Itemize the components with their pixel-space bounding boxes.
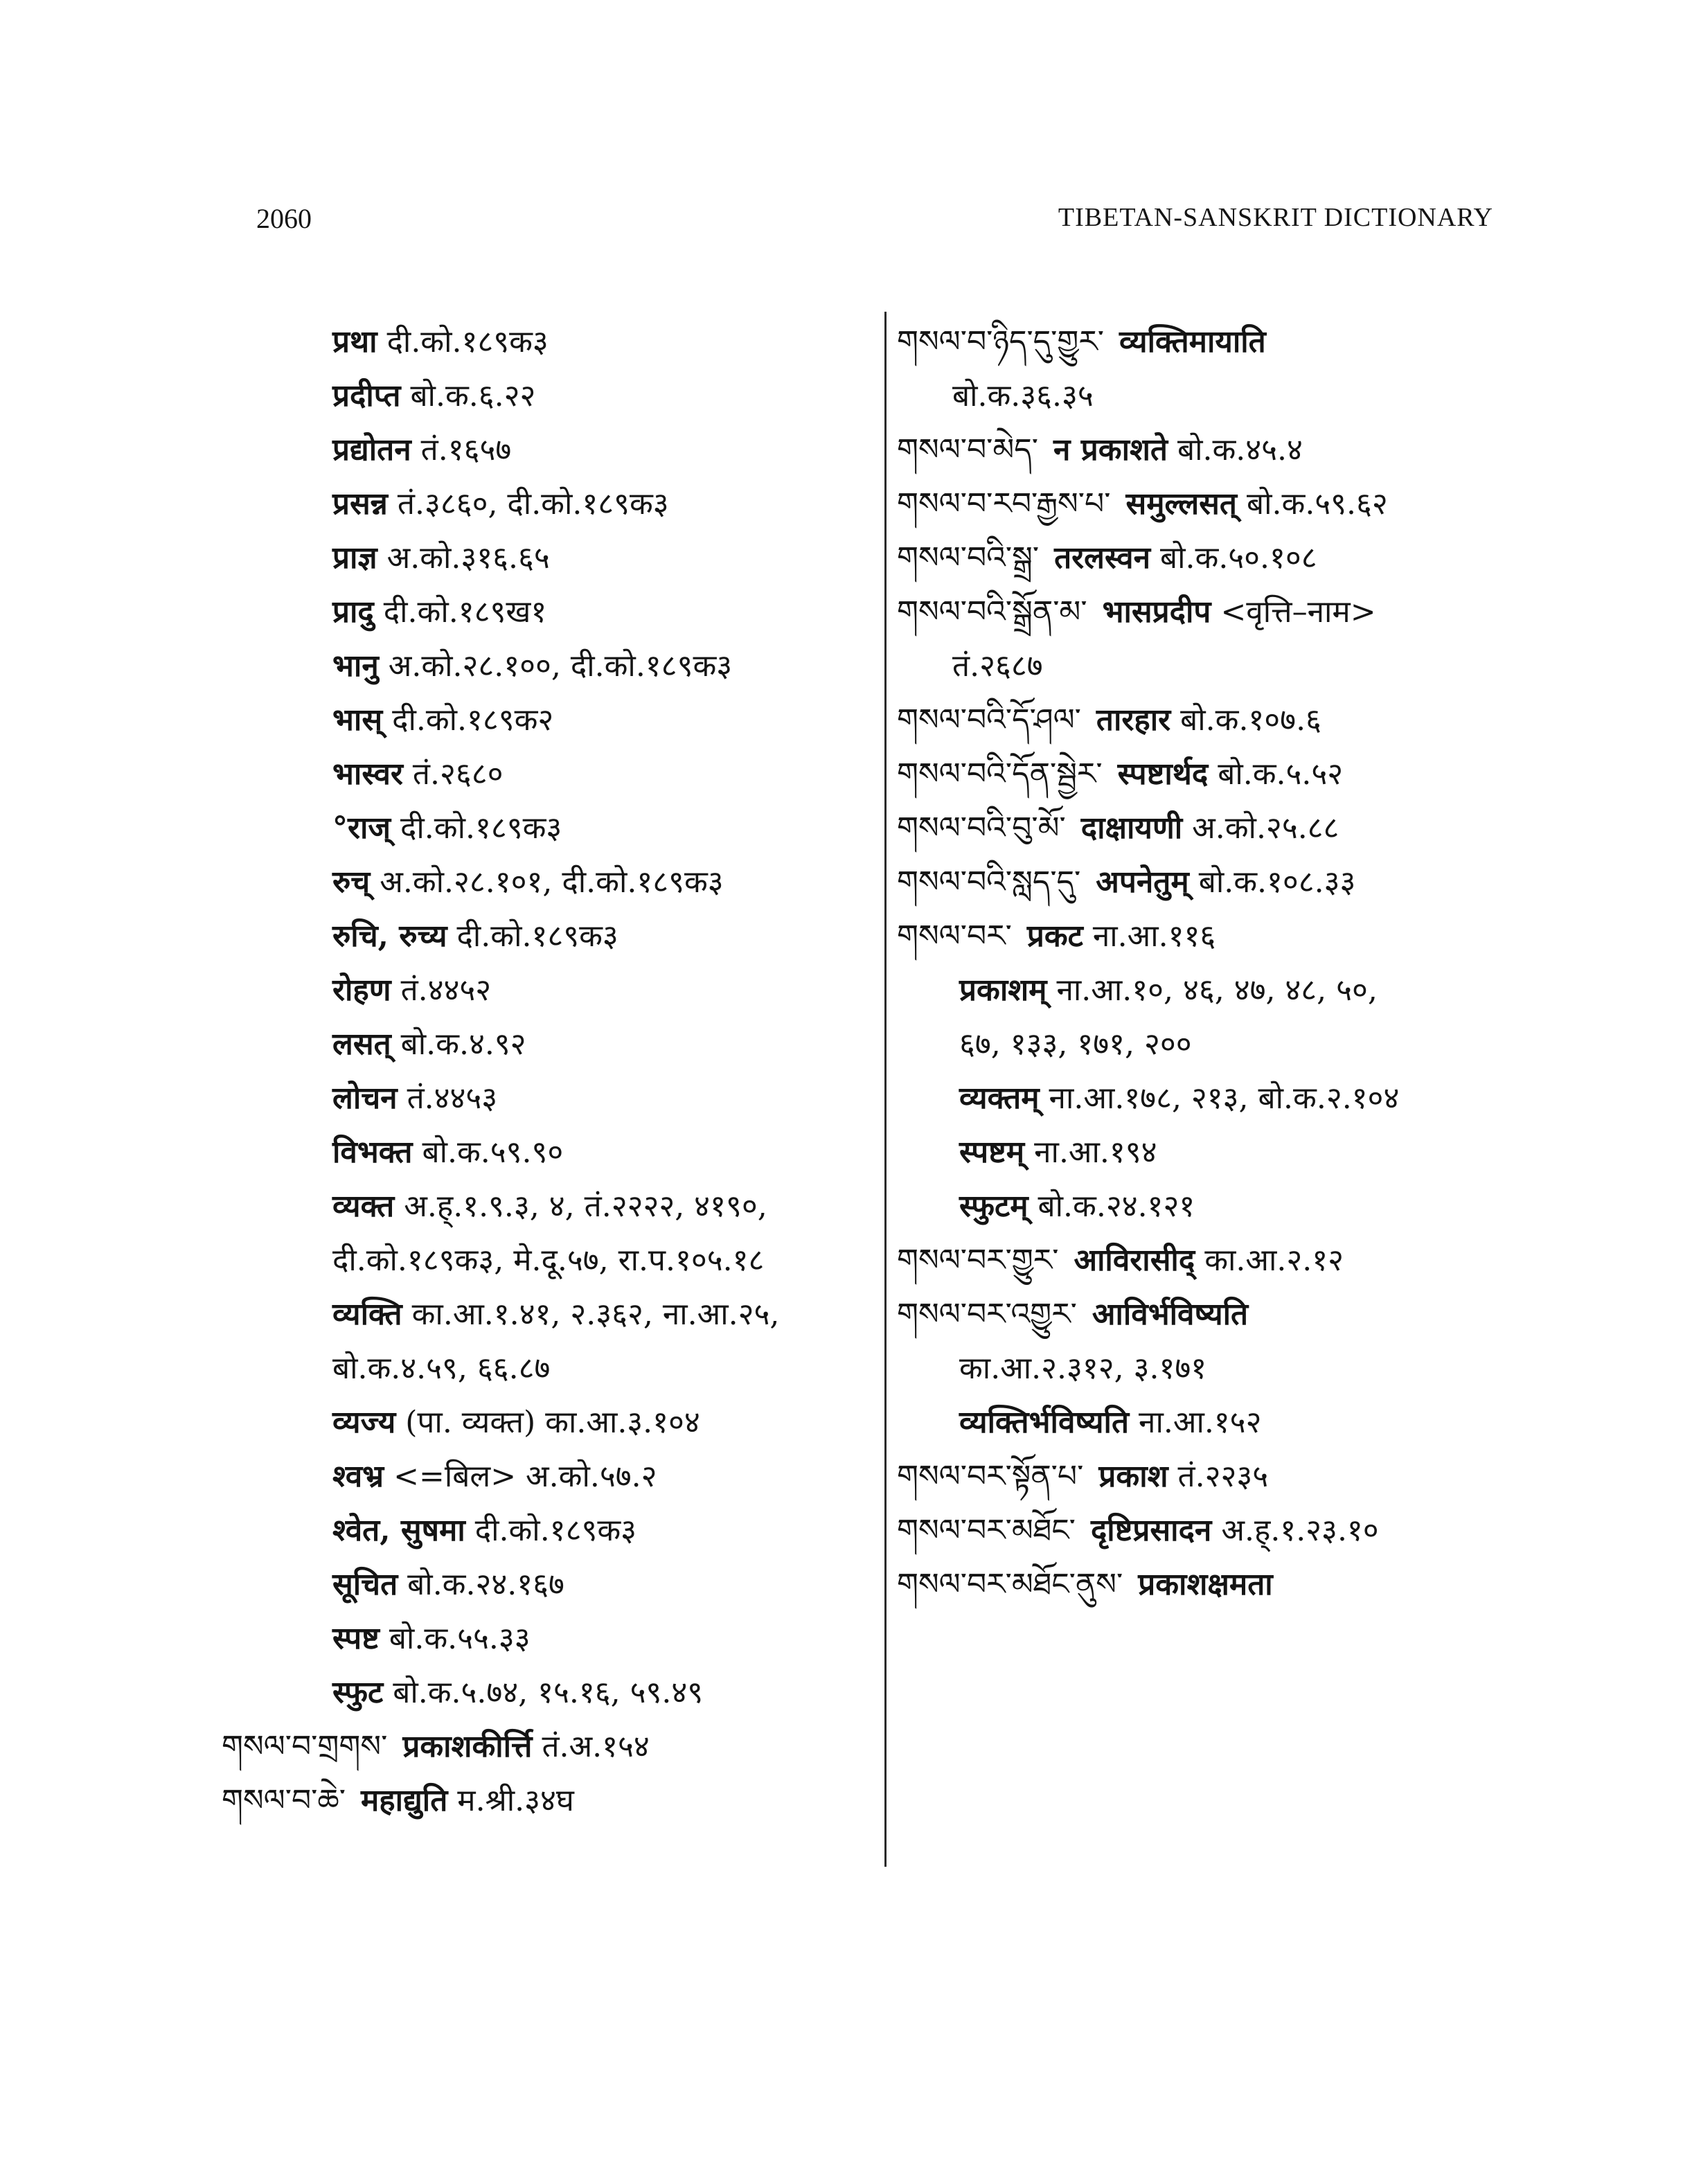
entry-source: दी.को.१८९क३ — [474, 1513, 636, 1548]
entry-source: तं.४४५२ — [400, 973, 492, 1008]
entry-source: ना.आ.११६ — [1092, 918, 1216, 954]
entry-source: अ.को.२८.१०१, दी.को.१८९क३ — [380, 864, 724, 900]
dictionary-entry — [897, 1450, 1506, 1504]
dictionary-entry — [897, 1018, 1506, 1072]
entry-source: अ.ह्.१.२३.१० — [1221, 1513, 1379, 1548]
left-column — [222, 315, 859, 1828]
sanskrit-headword: प्रकाशम् — [959, 973, 1047, 1008]
entry-source: ना.आ.१७८, २१३, बो.क.२.१०४ — [1049, 1081, 1400, 1116]
dictionary-entry — [222, 1720, 859, 1774]
entry-source: अ.को.३१६.६५ — [386, 540, 550, 576]
entry-source: ना.आ.१९४ — [1034, 1135, 1157, 1170]
dictionary-entry — [284, 1612, 859, 1666]
sanskrit-headword: प्रकाश — [1098, 1459, 1168, 1494]
entry-source: ६७, १३३, १७१, २०० — [959, 1027, 1192, 1062]
entry-source: बो.क.२४.१२१ — [1037, 1189, 1195, 1224]
sanskrit-headword: व्यक्तम् — [959, 1081, 1040, 1116]
tibetan-headword: གསལ་བ་མེད་ — [897, 432, 1039, 468]
tibetan-headword: གསལ་བར་གྱུར་ — [897, 1243, 1059, 1278]
sanskrit-headword: विभक्त — [332, 1135, 413, 1170]
sanskrit-headword: आविर्भविष्यति — [1092, 1297, 1249, 1332]
dictionary-entry — [897, 1126, 1506, 1180]
dictionary-entry — [897, 909, 1506, 964]
sanskrit-headword: अपनेतुम् — [1096, 864, 1189, 900]
dictionary-entry — [284, 693, 859, 747]
sanskrit-headword: व्यक्तिर्भविष्यति — [959, 1405, 1130, 1440]
sanskrit-headword: भास्वर — [332, 756, 403, 792]
dictionary-entry — [897, 1072, 1506, 1126]
entry-source: ना.आ.१५२ — [1139, 1405, 1262, 1440]
sanskrit-headword: आविरासीद् — [1074, 1243, 1195, 1278]
entry-source: तं.३८६०, दी.को.१८९क३ — [397, 486, 669, 522]
tibetan-headword: གསལ་བའི་སླད་དུ་ — [897, 864, 1081, 900]
entry-source: तं.४४५३ — [407, 1081, 498, 1116]
dictionary-entry — [897, 801, 1506, 855]
page-number: 2060 — [256, 203, 312, 234]
tibetan-headword: གསལ་བར་འགྱུར་ — [897, 1297, 1077, 1332]
entry-source: बो.क.५९.९० — [422, 1135, 564, 1170]
entry-source: का.आ.२.१२ — [1204, 1243, 1344, 1278]
tibetan-headword: གསལ་བའི་བུ་མོ་ — [897, 810, 1066, 846]
sanskrit-headword: तरलस्वन — [1054, 540, 1151, 576]
sanskrit-headword: रोहण — [332, 973, 391, 1008]
dictionary-entry — [897, 315, 1506, 369]
tibetan-headword: གསལ་བ་ཆེ་ — [222, 1783, 346, 1818]
entry-source: अ.को.२८.१००, दी.को.१८९क३ — [388, 648, 733, 684]
dictionary-entry — [897, 855, 1506, 909]
sanskrit-headword: श्वेत, सुषमा — [332, 1513, 465, 1548]
entry-source: तं.२६८७ — [952, 648, 1043, 684]
entry-source: तं.अ.१५४ — [542, 1729, 650, 1764]
sanskrit-headword: व्यज्य — [332, 1405, 396, 1440]
entry-source: बो.क.४.५९, ६६.८७ — [332, 1351, 551, 1386]
entry-source: <वृत्ति–नाम> — [1220, 594, 1376, 630]
entry-source: बो.क.५.५२ — [1218, 756, 1344, 792]
tibetan-headword: གསལ་བར་ — [897, 918, 1012, 954]
dictionary-entry — [284, 1126, 859, 1180]
tibetan-headword: གསལ་བའི་དོན་སྦྱེར་ — [897, 756, 1103, 792]
sanskrit-headword: न प्रकाशते — [1053, 432, 1168, 468]
sanskrit-headword: प्रद्योतन — [332, 432, 411, 468]
dictionary-entry — [284, 315, 859, 369]
entry-source: <=बिल> अ.को.५७.२ — [393, 1459, 657, 1494]
entry-source: दी.को.१८९क२ — [392, 702, 554, 738]
dictionary-entry — [897, 585, 1506, 639]
dictionary-entry — [897, 1558, 1506, 1612]
sanskrit-headword: स्पष्टार्थद — [1117, 756, 1209, 792]
right-column — [897, 315, 1506, 1612]
dictionary-entry — [284, 1072, 859, 1126]
dictionary-entry — [284, 909, 859, 964]
entry-source: तं.२२३५ — [1177, 1459, 1269, 1494]
dictionary-entry — [284, 639, 859, 693]
sanskrit-headword: समुल्लसत् — [1125, 486, 1238, 522]
sanskrit-headword: स्पष्ट — [332, 1621, 380, 1656]
dictionary-entry — [284, 477, 859, 531]
entry-source: दी.को.१८९क३ — [386, 324, 549, 359]
sanskrit-headword: रुचि, रुच्य — [332, 918, 447, 954]
dictionary-entry — [897, 1396, 1506, 1450]
sanskrit-headword: दाक्षायणी — [1080, 810, 1183, 846]
running-head: TIBETAN-SANSKRIT DICTIONARY — [1058, 203, 1493, 232]
entry-source: म.श्री.३४घ — [457, 1783, 574, 1818]
dictionary-entry — [284, 1018, 859, 1072]
dictionary-entry — [284, 801, 859, 855]
sanskrit-headword: प्राज्ञ — [332, 540, 377, 576]
sanskrit-headword: व्यक्ति — [332, 1297, 402, 1332]
dictionary-entry — [222, 1774, 859, 1828]
column-divider — [884, 312, 887, 1867]
entry-source: तं.२६८० — [412, 756, 504, 792]
tibetan-headword: གསལ་བར་མཐོང་ནུས་ — [897, 1567, 1123, 1602]
entry-source: बो.क.६.२२ — [410, 378, 536, 414]
tibetan-headword: གསལ་བར་སྟོན་པ་ — [897, 1459, 1084, 1494]
entry-source: बो.क.४५.४ — [1177, 432, 1303, 468]
dictionary-entry — [897, 477, 1506, 531]
entry-source: अ.ह्.१.९.३, ४, तं.२२२२, ४१९०, — [404, 1189, 767, 1224]
entry-source: का.आ.१.४१, २.३६२, ना.आ.२५, — [411, 1297, 780, 1332]
sanskrit-headword: व्यक्तिमायाति — [1119, 324, 1266, 359]
dictionary-entry — [284, 964, 859, 1018]
tibetan-headword: གསལ་བ་གྲགས་ — [222, 1729, 388, 1764]
dictionary-entry — [284, 1288, 859, 1342]
dictionary-entry — [284, 423, 859, 477]
sanskrit-headword: प्रकट — [1026, 918, 1083, 954]
sanskrit-headword: भासप्रदीप — [1102, 594, 1211, 630]
dictionary-entry — [897, 1288, 1506, 1342]
sanskrit-headword: प्रकाशक्षमता — [1138, 1567, 1273, 1602]
entry-source: दी.को.१८९क३ — [400, 810, 562, 846]
entry-source: बो.क.५५.३३ — [389, 1621, 531, 1656]
dictionary-entry — [284, 1504, 859, 1558]
entry-source: बो.क.१०७.६ — [1180, 702, 1321, 738]
dictionary-entry — [284, 1450, 859, 1504]
sanskrit-headword: प्रथा — [332, 324, 377, 359]
sanskrit-headword: स्फुटम् — [959, 1189, 1028, 1224]
entry-source: तं.१६५७ — [420, 432, 512, 468]
dictionary-entry — [284, 1342, 859, 1396]
dictionary-entry — [897, 1180, 1506, 1234]
tibetan-headword: གསལ་བའི་དོ་ཤལ་ — [897, 702, 1081, 738]
dictionary-entry — [284, 1666, 859, 1720]
sanskrit-headword: भास् — [332, 702, 383, 738]
sanskrit-headword: लोचन — [332, 1081, 398, 1116]
dictionary-entry — [284, 531, 859, 585]
sanskrit-headword: प्रदीप्त — [332, 378, 401, 414]
sanskrit-headword: °राज् — [332, 810, 391, 846]
sanskrit-headword: रुच् — [332, 864, 371, 900]
sanskrit-headword: व्यक्त — [332, 1189, 395, 1224]
dictionary-entry — [897, 964, 1506, 1018]
entry-source: दी.को.१८९क३ — [456, 918, 618, 954]
dictionary-entry — [284, 369, 859, 423]
entry-source: बो.क.५९.६२ — [1247, 486, 1388, 522]
sanskrit-headword: श्वभ्र — [332, 1459, 384, 1494]
tibetan-headword: གསལ་བ་རབ་རྒྱས་པ་ — [897, 486, 1111, 522]
tibetan-headword: གསལ་བ་ཉིད་དུ་གྱུར་ — [897, 324, 1105, 359]
dictionary-entry — [284, 747, 859, 801]
entry-source: बो.क.१०८.३३ — [1198, 864, 1356, 900]
entry-source: का.आ.२.३१२, ३.१७१ — [959, 1351, 1207, 1386]
dictionary-entry — [284, 585, 859, 639]
dictionary-entry — [284, 1396, 859, 1450]
sanskrit-headword: स्पष्टम् — [959, 1135, 1025, 1170]
entry-source: (पा. व्यक्त) का.आ.३.१०४ — [405, 1405, 700, 1440]
entry-source: ना.आ.१०, ४६, ४७, ४८, ५०, — [1056, 973, 1378, 1008]
dictionary-entry — [284, 855, 859, 909]
sanskrit-headword: प्रकाशकीर्त्ति — [402, 1729, 533, 1764]
entry-source: बो.क.३६.३५ — [952, 378, 1094, 414]
dictionary-entry — [897, 531, 1506, 585]
dictionary-entry — [897, 423, 1506, 477]
tibetan-headword: གསལ་བའི་སྒྲ་ — [897, 540, 1040, 576]
sanskrit-headword: स्फुट — [332, 1675, 384, 1710]
sanskrit-headword: दृष्टिप्रसादन — [1090, 1513, 1212, 1548]
sanskrit-headword: सूचित — [332, 1567, 398, 1602]
sanskrit-headword: लसत् — [332, 1027, 391, 1062]
dictionary-entry — [897, 369, 1506, 423]
dictionary-entry — [897, 639, 1506, 693]
dictionary-entry — [284, 1558, 859, 1612]
entry-source: बो.क.२४.१६७ — [407, 1567, 564, 1602]
dictionary-entry — [284, 1180, 859, 1234]
entry-source: दी.को.१८९ख१ — [383, 594, 547, 630]
entry-source: दी.को.१८९क३, मे.दू.५७, रा.प.१०५.१८ — [332, 1243, 765, 1278]
sanskrit-headword: तारहार — [1096, 702, 1171, 738]
entry-source: बो.क.५०.१०८ — [1160, 540, 1317, 576]
entry-source: बो.क.४.९२ — [400, 1027, 526, 1062]
sanskrit-headword: प्रादु — [332, 594, 374, 630]
tibetan-headword: གསལ་བར་མཐོང་ — [897, 1513, 1076, 1548]
tibetan-headword: གསལ་བའི་སྒྲོན་མ་ — [897, 594, 1087, 630]
sanskrit-headword: भानु — [332, 648, 379, 684]
dictionary-entry — [897, 1342, 1506, 1396]
dictionary-entry — [897, 747, 1506, 801]
dictionary-entry — [897, 1504, 1506, 1558]
entry-source: अ.को.२५.८८ — [1192, 810, 1339, 846]
sanskrit-headword: महाद्युति — [361, 1783, 448, 1818]
dictionary-entry — [897, 1234, 1506, 1288]
entry-source: बो.क.५.७४, १५.१६, ५९.४९ — [393, 1675, 704, 1710]
dictionary-entry — [284, 1234, 859, 1288]
sanskrit-headword: प्रसन्न — [332, 486, 388, 522]
dictionary-entry — [897, 693, 1506, 747]
